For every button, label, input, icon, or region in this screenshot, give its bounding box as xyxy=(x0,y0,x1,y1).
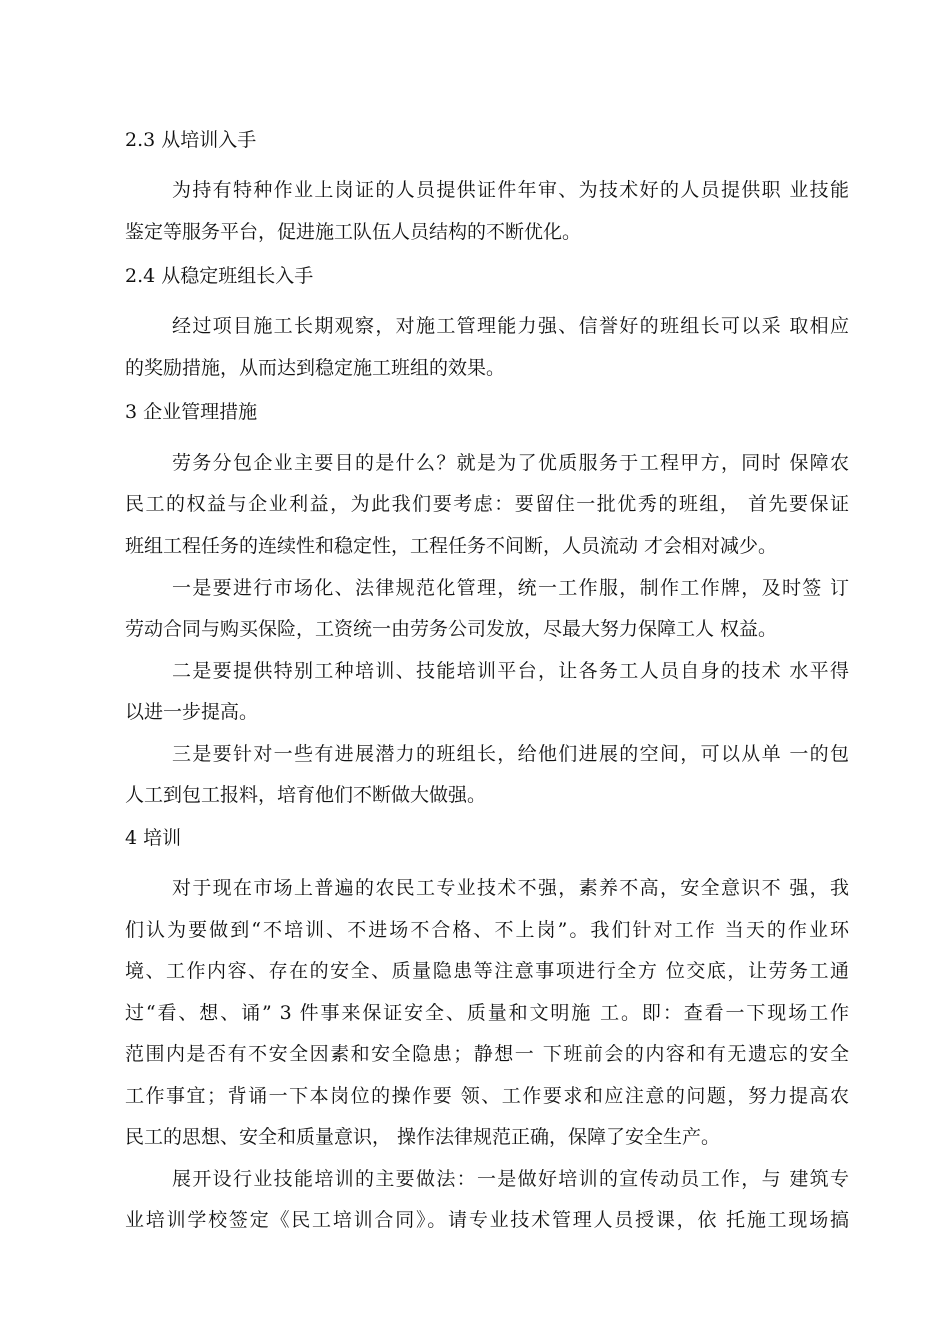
paragraph-line: 民工的权益与企业利益，为此我们要考虑：要留住一批优秀的班组， 首先要保证 xyxy=(125,493,849,515)
paragraph-line: 过“看、想、诵” 3 件事来保证安全、质量和文明施 工。即：查看一下现场工作 xyxy=(125,1002,849,1024)
paragraph-line: 经过项目施工长期观察，对施工管理能力强、信誉好的班组长可以采 取相应 xyxy=(172,315,849,337)
paragraph-line: 的奖励措施，从而达到稳定施工班组的效果。 xyxy=(125,357,506,379)
paragraph-line: 鉴定等服务平台，促进施工队伍人员结构的不断优化。 xyxy=(125,221,582,243)
heading-3: 3 企业管理措施 xyxy=(125,401,258,423)
paragraph-line: 以进一步提高。 xyxy=(125,701,259,723)
paragraph-line: 班组工程任务的连续性和稳定性，工程任务不间断，人员流动 才会相对减少。 xyxy=(125,535,778,557)
paragraph-line: 对于现在市场上普遍的农民工专业技术不强，素养不高，安全意识不 强，我 xyxy=(172,877,849,899)
heading-4: 4 培训 xyxy=(125,827,182,849)
paragraph-line: 业培训学校签定《民工培训合同》。请专业技术管理人员授课，依 托施工现场搞 xyxy=(125,1209,849,1231)
paragraph-line: 境、工作内容、存在的安全、质量隐患等注意事项进行全方 位交底，让劳务工通 xyxy=(125,960,849,982)
paragraph-line: 们认为要做到“不培训、不进场不合格、不上岗”。我们针对工作 当天的作业环 xyxy=(125,919,849,941)
paragraph-line: 范围内是否有不安全因素和安全隐患；静想一 下班前会的内容和有无遗忘的安全 xyxy=(125,1043,849,1065)
paragraph-line: 三是要针对一些有进展潜力的班组长，给他们进展的空间，可以从单 一的包 xyxy=(172,743,849,765)
paragraph-line: 民工的思想、安全和质量意识， 操作法律规范正确，保障了安全生产。 xyxy=(125,1126,721,1148)
paragraph-line: 劳动合同与购买保险，工资统一由劳务公司发放，尽最大努力保障工人 权益。 xyxy=(125,618,778,640)
paragraph-line: 劳务分包企业主要目的是什么？就是为了优质服务于工程甲方，同时 保障农 xyxy=(172,452,849,474)
paragraph-line: 展开设行业技能培训的主要做法：一是做好培训的宣传动员工作，与 建筑专 xyxy=(172,1168,849,1190)
paragraph-line: 一是要进行市场化、法律规范化管理，统一工作服，制作工作牌，及时签 订 xyxy=(172,577,849,599)
heading-2-4: 2.4 从稳定班组长入手 xyxy=(125,265,314,287)
heading-2-3: 2.3 从培训入手 xyxy=(125,129,257,151)
paragraph-line: 二是要提供特别工种培训、技能培训平台，让各务工人员自身的技术 水平得 xyxy=(172,660,849,682)
paragraph-line: 人工到包工报料，培育他们不断做大做强。 xyxy=(125,784,487,806)
paragraph-line: 为持有特种作业上岗证的人员提供证件年审、为技术好的人员提供职 业技能 xyxy=(172,179,849,201)
paragraph-line: 工作事宜；背诵一下本岗位的操作要 领、工作要求和应注意的问题，努力提高农 xyxy=(125,1085,849,1107)
